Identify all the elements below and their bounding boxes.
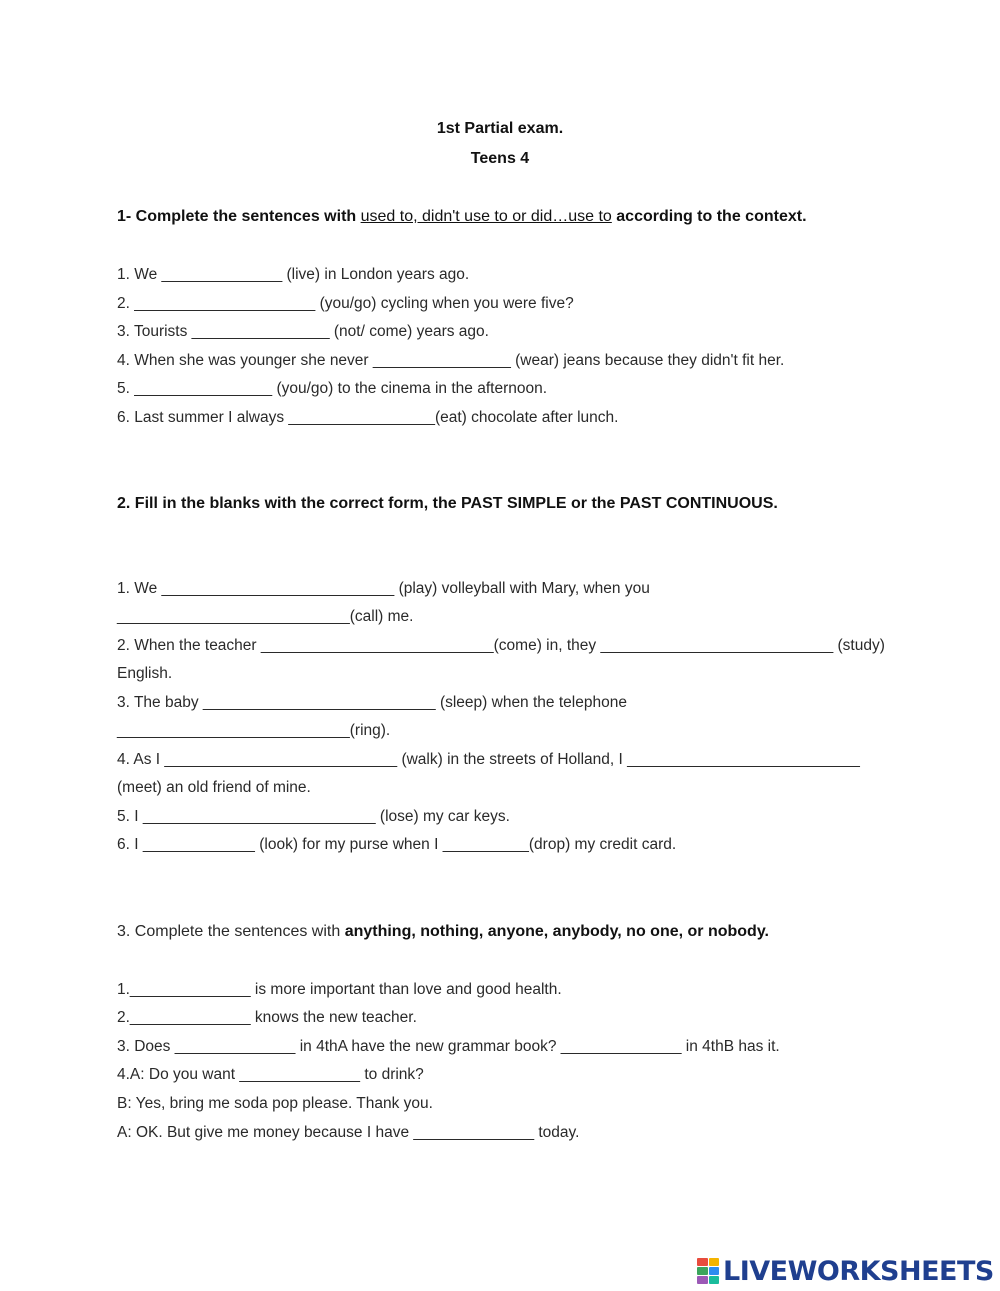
section3-line: 1.______________ is more important than love and good health. [117,981,562,998]
liveworksheets-logo-icon [697,1258,719,1284]
section3-line: 2.______________ knows the new teacher. [117,1009,417,1026]
section3-line: 4.A: Do you want ______________ to drink? [117,1066,424,1083]
section2-heading: 2. Fill in the blanks with the correct form, the PAST SIMPLE or the PAST CONTINUOUS. [117,495,778,512]
section2-line: 2. When the teacher ___________________________(come) in, they ___________________________ (study) [117,637,885,654]
section2-line: ___________________________(ring). [117,722,391,739]
section2-line: English. [117,665,173,682]
section2-line: ___________________________(call) me. [117,608,414,625]
section3-heading [117,923,887,941]
section3-heading-bold: anything, nothing, anyone, anybody, no one, or nobody. [344,923,769,940]
section2-line: 3. The baby ___________________________ (sleep) when the telephone [117,694,627,711]
section2-line: 6. I _____________ (look) for my purse when I __________(drop) my credit card. [117,836,677,853]
exam-title: 1st Partial exam. [436,120,564,137]
section1-item: 6. Last summer I always _________________(eat) chocolate after lunch. [117,409,619,426]
section1-heading [117,208,887,226]
section2-line: 1. We ___________________________ (play) volleyball with Mary, when you [117,580,650,597]
section1-item: 4. When she was younger she never ________________ (wear) jeans because they didn't fit her. [117,352,785,369]
section1-item: 2. _____________________ (you/go) cycling when you were five? [117,295,574,312]
section1-heading-underlined: used to, didn't use to or did…use to [360,208,612,225]
section1-item: 5. ________________ (you/go) to the cinema in the afternoon. [117,380,548,397]
section3-line: B: Yes, bring me soda pop please. Thank you. [117,1095,433,1112]
section1-item: 1. We ______________ (live) in London years ago. [117,266,470,283]
liveworksheets-logo [697,1254,994,1288]
section1-heading-pre: 1- Complete the sentences with [117,208,361,225]
liveworksheets-logo-text: LIVEWORKSHEETS [723,1255,994,1287]
section1-heading-post: according to the context. [611,208,807,225]
section3-line: A: OK. But give me money because I have ______________ today. [117,1124,580,1141]
section2-line: 5. I ___________________________ (lose) my car keys. [117,808,510,825]
section1-item: 3. Tourists ________________ (not/ come) years ago. [117,323,489,340]
exam-subtitle: Teens 4 [470,150,530,167]
section2-line: 4. As I ___________________________ (walk) in the streets of Holland, I ___________________________ [117,751,860,768]
section2-line: (meet) an old friend of mine. [117,779,311,796]
section3-heading-pre: 3. Complete the sentences with [117,923,345,940]
section3-line: 3. Does ______________ in 4thA have the new grammar book? ______________ in 4thB has it. [117,1038,780,1055]
